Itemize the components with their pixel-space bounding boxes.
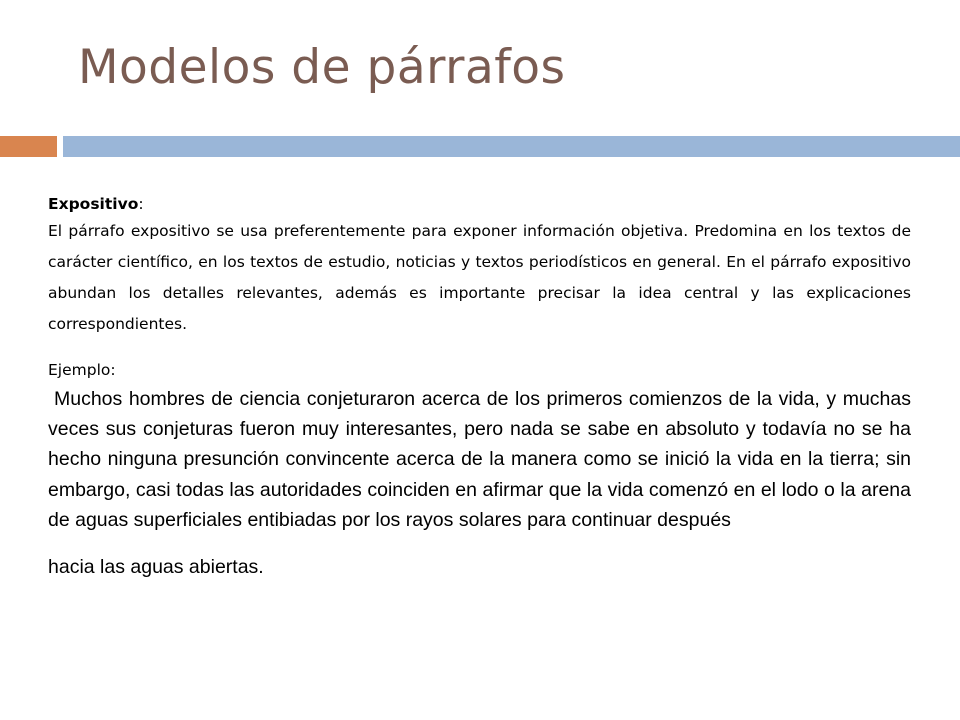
example-label: Ejemplo: <box>48 361 116 379</box>
example-paragraph: Muchos hombres de ciencia conjeturaron acerca de los primeros comienzos de la vida, y muchas veces sus conjeturas fueron muy interesantes, pero nada se sabe en absoluto y todavía no se ha hecho ninguna presunción convincente acerca de la manera como se inició la vida en la tierra; sin embargo, casi todas las autoridades coinciden en afirmar que la vida comenzó en el lodo o la arena de aguas superficiales entibiadas por los rayos solares para continuar después <box>48 388 911 531</box>
section-heading-colon: : <box>138 195 144 213</box>
section-heading <box>48 192 911 216</box>
slide-title: Modelos de párrafos <box>78 40 566 95</box>
accent-bar-blue <box>63 136 960 157</box>
slide-content <box>48 192 911 579</box>
expository-definition-paragraph: El párrafo expositivo se usa preferentemente para exponer información objetiva. Predomina en los textos de carácter científico, en los textos de estudio, noticias y textos periodísticos en general. En el párrafo expositivo abundan los detalles relevantes, además es importante precisar la idea central y las explicaciones correspondientes. <box>48 222 911 333</box>
section-heading-label: Expositivo <box>48 195 139 213</box>
accent-bar-orange <box>0 136 57 157</box>
example-paragraph-ending: hacia las aguas abiertas. <box>48 556 264 579</box>
